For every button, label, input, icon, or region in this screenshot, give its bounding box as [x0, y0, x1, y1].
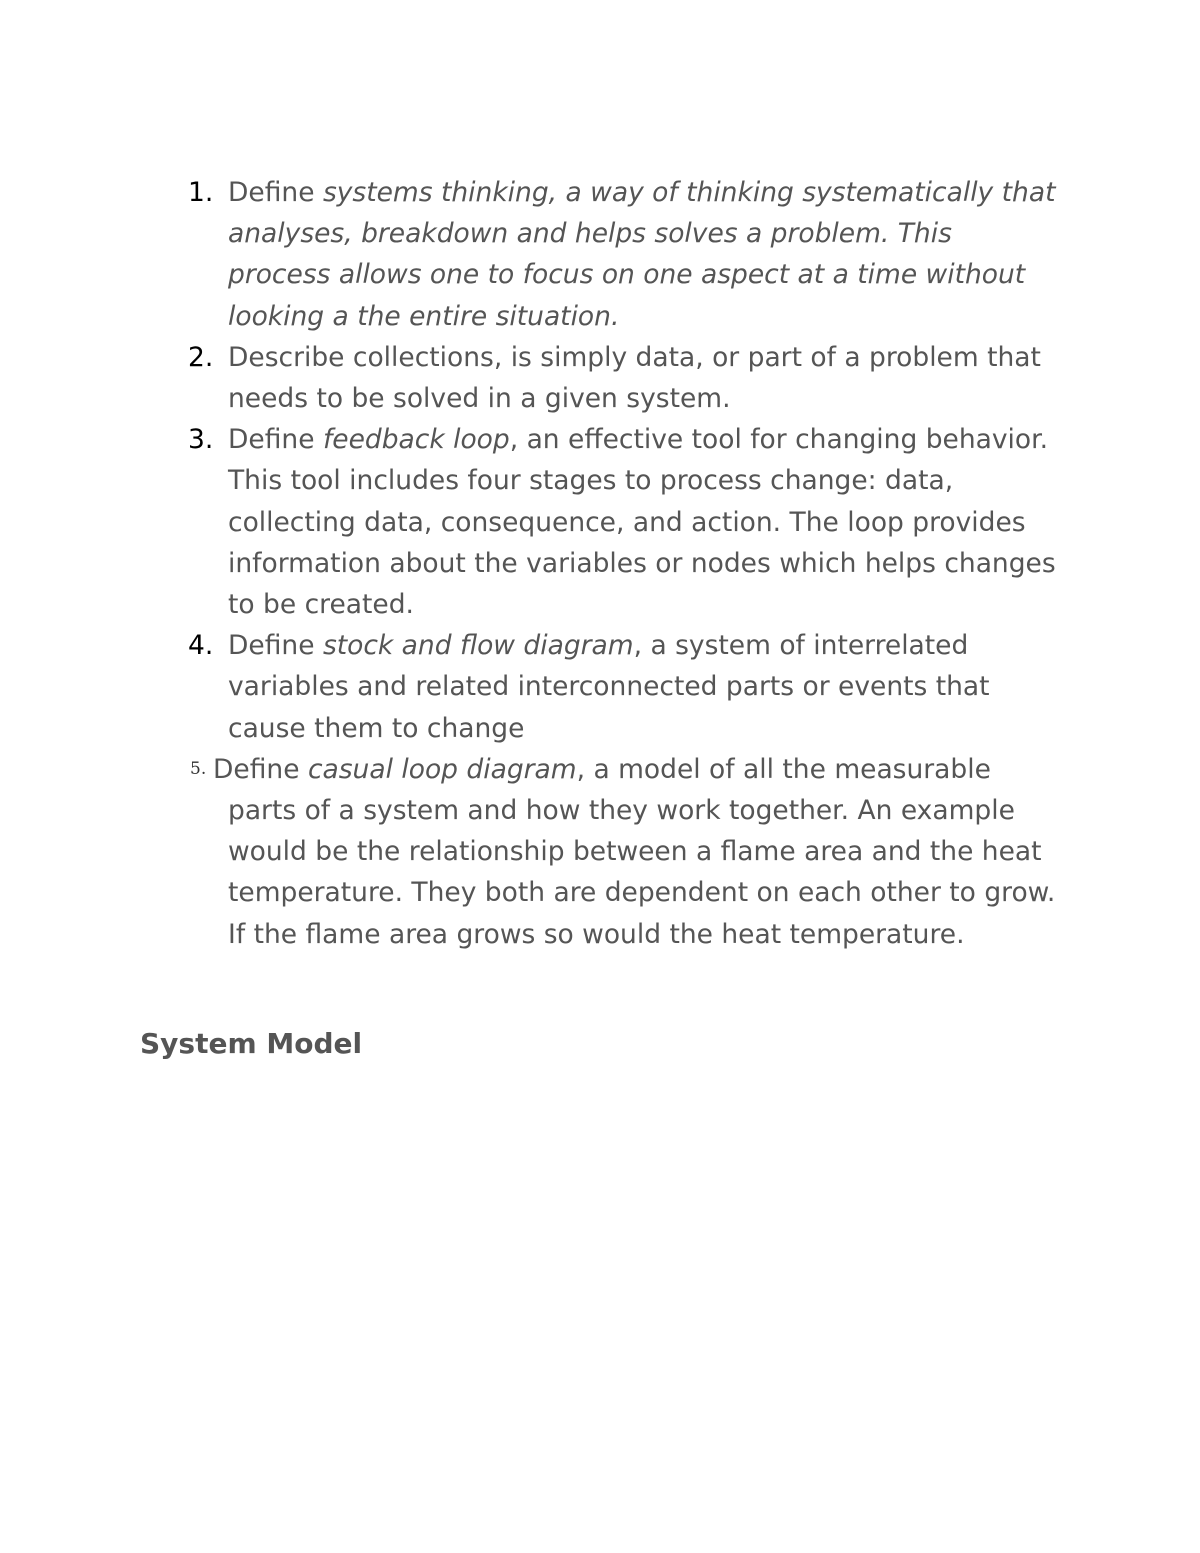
item-lead: Define [228, 424, 323, 456]
list-item-collections [140, 337, 1060, 419]
item-lead: Define [228, 630, 323, 662]
list-item-stock-and-flow [140, 625, 1060, 749]
item-term: stock and flow diagram [322, 630, 634, 662]
item-lead: Describe collections, is simply data, or part of a problem that needs to be solved in a given system. [228, 341, 1041, 415]
item-description: , a model of all the measurable parts of a system and how they work together. An example would be the relationship between a flame area and the heat temperature. They both are dependent on each other to grow. If the flame area grows so would the heat temperature. [228, 753, 1056, 950]
item-description: , an effective tool for changing behavior. This tool includes four stages to process change: data, collecting data, consequence, and action. The loop provides information about the variables or nodes which helps changes to be created. [228, 424, 1056, 621]
list-number: 1. [188, 177, 214, 208]
list-number: 3. [188, 424, 214, 456]
list-item-feedback-loop [140, 419, 1060, 625]
item-lead: Define [213, 753, 308, 785]
item-description: , a system of interrelated variables and related interconnected parts or events that cause them to change [228, 630, 990, 744]
list-number: 4. [188, 630, 214, 662]
list-number: 5. [190, 758, 207, 779]
item-lead: Define [228, 177, 323, 208]
item-term: feedback loop [322, 424, 510, 456]
definitions-list [140, 172, 1060, 955]
section-heading: System Model [140, 1027, 363, 1060]
list-item-systems-thinking [140, 172, 1060, 337]
item-term: systems thinking [322, 177, 549, 208]
item-term: casual loop diagram [307, 753, 577, 785]
list-item-casual-loop [140, 749, 1060, 955]
item-description: , a way of thinking systematically that analyses, breakdown and helps solves a problem. This process allows one to focus on one aspect at a time without looking a the entire situation. [228, 177, 1056, 332]
list-number: 2. [188, 341, 214, 373]
